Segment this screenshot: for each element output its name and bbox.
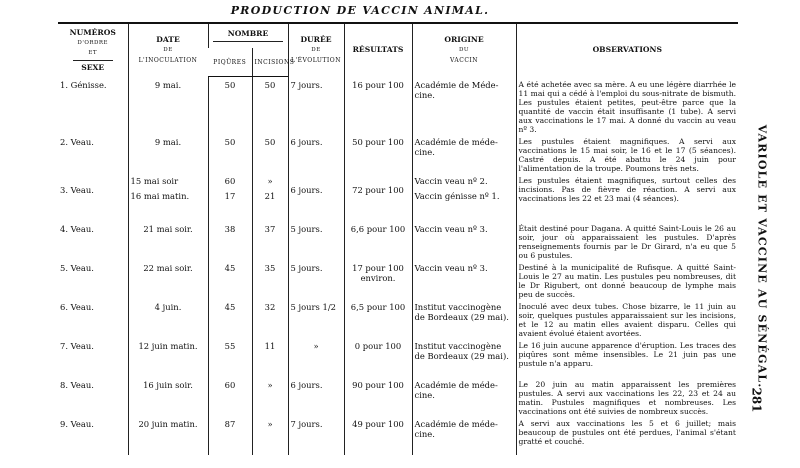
cell-observations: A été achetée avec sa mère. A eu une légère diarrhée le 11 mai qui a cédé à l'emploi du sous-nitrate de bismuth. Les pustules étaient petites, peut-être parce que la quantité de vaccin était insuffisante (1 tube). A servi aux vaccinations le 17 mai. A donné du vaccin au veau nº 3. [516,77,738,134]
cell-observations: Était destiné pour Dagana. A quitté Saint-Louis le 26 au soir, jour où apparaissaient les pustules. D'après renseignements fournis par le Dr Girard, n'a eu que 5 ou 6 pustules. [516,221,738,260]
cell-numero: 2. Veau. [60,136,94,147]
header-duree: DURÉE DE L'ÉVOLUTION [288,23,344,77]
cell-resultat: 50 pour 100 [344,134,412,173]
header-incisions: INCISIONS [252,48,288,77]
cell-resultat: 6,5 pour 100 [344,299,412,338]
cell-numero: 6. Veau. [60,301,94,312]
cell-date: 12 juin matin. [128,338,208,377]
date-line-a: 15 mai soir [130,175,179,186]
cell-incisions: 50 [252,134,288,173]
cell-resultat: 17 pour 100 environ. [344,260,412,299]
cell-numero: 1. Génisse. [60,79,107,90]
cell-piqures: 38 [208,221,252,260]
cell-origine: Académie de méde-cine. [412,416,516,455]
cell-duree: 5 jours. [288,260,344,299]
cell-observations: Destiné à la municipalité de Rufisque. A quitté Saint-Louis le 27 au matin. Les pustules peu nombreuses, dit le Dr Rigubert, ont donné beaucoup de lymphe mais peu de succès. [516,260,738,299]
origine-a: Vaccin veau nº 2. [414,175,488,186]
cell-date: 21 mai soir. [128,221,208,260]
cell-piqures: 50 [208,134,252,173]
cell-origine: Académie de Méde-cine. [412,77,516,134]
page-title: PRODUCTION DE VACCIN ANIMAL. [230,4,490,17]
header-observations: OBSERVATIONS [516,23,738,77]
cell-numero: 9. Veau. [60,418,94,429]
cell-duree: 5 jours. [288,221,344,260]
table-row [58,173,738,221]
header-resultats: RÉSULTATS [344,23,412,77]
cell-observations: Le 16 juin aucune apparence d'éruption. Les traces des piqûres sont même insensibles. Le 21 juin pas une pustule n'a apparu. [516,338,738,377]
cell-origine: Institut vaccinogène de Bordeaux (29 mai). [412,299,516,338]
cell-origine: Institut vaccinogène de Bordeaux (29 mai). [412,338,516,377]
cell-duree: 6 jours. [288,377,344,416]
cell-resultat: 72 pour 100 [344,173,412,221]
cell-piqures: 45 [208,299,252,338]
cell-piqures: 60 [208,377,252,416]
cell-date: 22 mai soir. [128,260,208,299]
cell-incisions: 11 [252,338,288,377]
table-row [58,260,738,299]
cell-origine [412,173,516,221]
cell-piqures: 45 [208,260,252,299]
header-piqures: PIQÛRES [208,48,252,77]
side-running-header [749,110,772,413]
cell-numero: 4. Veau. [60,223,94,234]
cell-incisions: » [252,416,288,455]
cell-observations: Le 20 juin au matin apparaissent les premières pustules. A servi aux vaccinations les 22, 23 et 24 au matin. Pustules magnifiques et nombreuses. Les vaccinations ont été suivies de nombreux succès. [516,377,738,416]
cell-observations: Les pustules étaient magnifiques. A servi aux vaccinations le 15 mai soir, le 16 et le 17 (5 séances). Castré depuis. A été abattu le 24 juin pour l'alimentation de la troupe. Poumons très nets. [516,134,738,173]
cell-incisions: 35 [252,260,288,299]
header-numeros: NUMÉROS D'ORDRE ET SEXE [58,23,128,77]
cell-numero: 3. Veau. [60,184,94,195]
cell-observations: Inoculé avec deux tubes. Chose bizarre, le 11 juin au soir, quelques pustules apparaissaient sur les incisions, et le 12 au matin elles avaient disparu. Celles qui avaient évolué étaient avortées. [516,299,738,338]
cell-observations [516,173,738,221]
header-nombre: NOMBRE [208,23,288,48]
incisions-b: 21 [264,190,276,201]
cell-resultat: 90 pour 100 [344,377,412,416]
cell-incisions: » [252,377,288,416]
vaccine-production-table [58,22,738,455]
cell-duree: 6 jours. [288,134,344,173]
cell-origine: Vaccin veau nº 3. [412,260,516,299]
table-row [58,299,738,338]
obs-b: A servi aux vaccinations les 22 et 23 mai (4 séances). [518,184,736,203]
cell-duree: 5 jours 1/2 [288,299,344,338]
cell-piqures: 50 [208,77,252,134]
cell-duree: » [288,338,344,377]
cell-date [128,173,208,221]
cell-piqures: 55 [208,338,252,377]
cell-resultat: 6,6 pour 100 [344,221,412,260]
cell-piqures [208,173,252,221]
cell-origine: Académie de méde-cine. [412,377,516,416]
header-origine: ORIGINE DU VACCIN [412,23,516,77]
cell-date: 16 juin soir. [128,377,208,416]
cell-numero: 5. Veau. [60,262,94,273]
date-line-b: 16 mai matin. [130,190,190,201]
cell-incisions: 37 [252,221,288,260]
cell-resultat: 49 pour 100 [344,416,412,455]
cell-piqures: 87 [208,416,252,455]
cell-resultat: 16 pour 100 [344,77,412,134]
side-title: VARIOLE ET VACCINE AU SÉNÉGAL. [755,124,769,389]
cell-incisions: 50 [252,77,288,134]
cell-date: 9 mai. [128,77,208,134]
table-row [58,377,738,416]
incisions-a: » [267,175,273,186]
table-row [58,134,738,173]
piqures-b: 17 [224,190,236,201]
cell-numero: 8. Veau. [60,379,94,390]
cell-incisions [252,173,288,221]
obs-a: Les pustules étaient magnifiques, surtout celles des incisions. Pas de fièvre de réaction. [518,175,736,194]
cell-date: 4 juin. [128,299,208,338]
cell-duree: 6 jours. [288,173,344,221]
cell-duree: 7 jours. [288,77,344,134]
cell-duree: 7 jours. [288,416,344,455]
table-row [58,221,738,260]
piqures-a: 60 [224,175,236,186]
cell-date: 9 mai. [128,134,208,173]
cell-origine: Vaccin veau nº 3. [412,221,516,260]
table-row [58,416,738,455]
page-number: 281 [749,387,764,413]
cell-numero: 7. Veau. [60,340,94,351]
cell-origine: Académie de méde-cine. [412,134,516,173]
table-row [58,77,738,134]
origine-b: Vaccin génisse nº 1. [414,190,500,201]
header-date: DATE DE L'INOCULATION [128,23,208,77]
cell-resultat: 0 pour 100 [344,338,412,377]
table-row [58,338,738,377]
cell-incisions: 32 [252,299,288,338]
cell-date: 20 juin matin. [128,416,208,455]
cell-observations: A servi aux vaccinations les 5 et 6 juillet; mais beaucoup de pustules ont été perdues, l'animal s'étant gratté et couché. [516,416,738,455]
